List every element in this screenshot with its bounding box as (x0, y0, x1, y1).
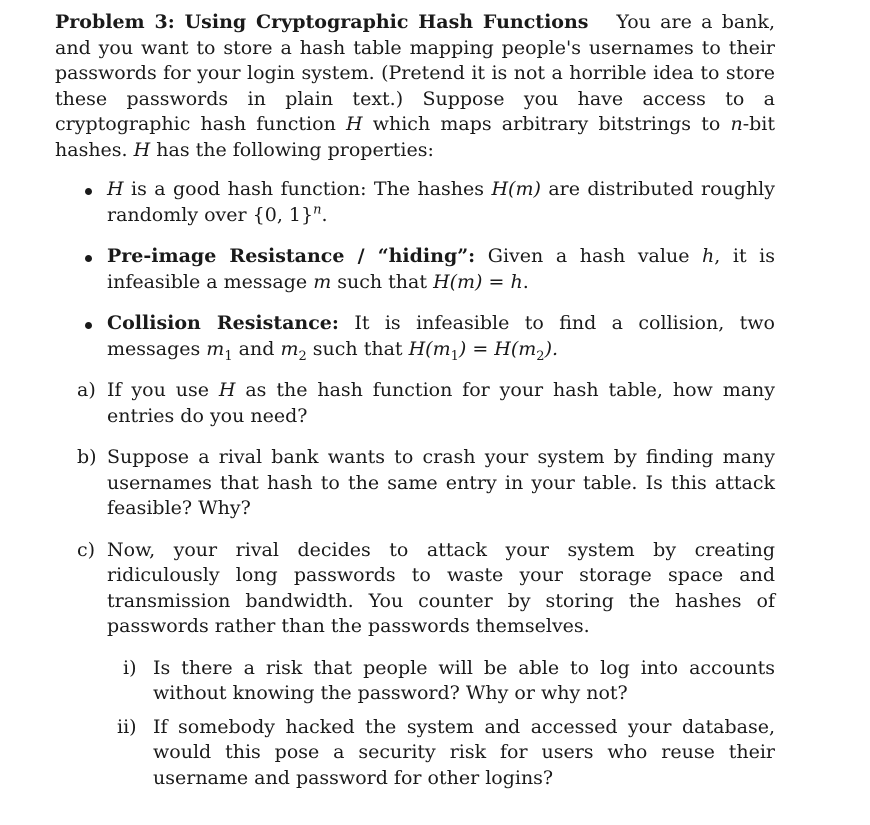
part-c-ii (107, 715, 775, 792)
property-2-text-d: , it is infeasible a message (107, 245, 775, 293)
intro-text-1: You are a bank, and you want to store a hash table mapping people's usernames to their passwords for your login system. (Pretend it is not a horrible idea to store these passwords in plain text.) Suppose you have access to a cryptographic hash function (55, 11, 775, 135)
property-1-var: H (107, 178, 124, 200)
intro-var-n: n (730, 113, 743, 135)
part-a (55, 378, 775, 429)
part-c-i-marker: i) (123, 656, 137, 679)
part-c-ii-text: If somebody hacked the system and accessed your database, would this pose a security risk for users who reuse their username and password for other logins? (153, 715, 775, 789)
property-1-period: . (321, 203, 328, 226)
property-3-eq-b-sub: 2 (536, 348, 545, 364)
part-a-text-2: as the hash function for your hash table, how many entries do you need? (107, 379, 776, 427)
bullet-icon (85, 255, 92, 262)
property-2-m: m (313, 270, 332, 293)
part-b-marker: b) (77, 446, 97, 468)
bullet-icon (85, 188, 92, 195)
part-c-i (107, 656, 775, 707)
intro-text-4: has the following properties: (156, 138, 434, 161)
part-b-text: Suppose a rival bank wants to crash your system by finding many usernames that hash to the same entry in your table. Is this attack feasible? Why? (107, 446, 775, 519)
property-collision (55, 311, 775, 362)
property-3-such-that: such that (312, 337, 403, 360)
property-3-eq-a-sub: 1 (450, 348, 459, 364)
part-a-var: H (218, 379, 236, 401)
part-a-text-1: If you use (107, 379, 209, 401)
property-2-label: Pre-image Resistance / “hiding”: (107, 245, 476, 267)
problem-intro (55, 10, 775, 163)
question-parts (55, 378, 775, 791)
property-3-eq-b: ) = H(m (458, 337, 537, 360)
property-2-h: h (702, 245, 715, 267)
property-3-and: and (238, 337, 275, 360)
intro-var-h2: H (133, 138, 151, 161)
part-a-marker: a) (77, 379, 96, 401)
property-list (55, 177, 775, 362)
intro-text-2: which maps arbitrary bitstrings to (372, 113, 721, 135)
property-preimage (55, 244, 775, 295)
property-2-text-f: such that (337, 270, 428, 293)
property-1-exp: n (313, 202, 322, 218)
property-3-m1: m (206, 337, 225, 360)
property-2-text-b: Given a hash value (487, 245, 690, 267)
property-2-eq: H(m) = h (433, 270, 523, 293)
intro-text-3: -bit hashes. (55, 113, 775, 161)
part-c-subparts (107, 656, 775, 792)
part-c (55, 538, 775, 792)
property-3-m2-sub: 2 (298, 348, 307, 364)
property-3-m1-sub: 1 (224, 348, 233, 364)
problem-page (55, 10, 775, 807)
property-good-hash (55, 177, 775, 228)
bullet-icon (85, 322, 92, 329)
part-c-ii-marker: ii) (117, 715, 137, 738)
property-3-eq-c: ). (544, 337, 559, 360)
property-3-m2: m (280, 337, 299, 360)
part-c-marker: c) (77, 538, 96, 561)
property-1-hm: H(m) (491, 178, 541, 200)
problem-title: Problem 3: Using Cryptographic Hash Functions (55, 11, 589, 33)
property-1-text-d: are distributed roughly randomly over (107, 178, 775, 226)
property-3-label: Collision Resistance: (107, 312, 339, 334)
part-b (55, 445, 775, 522)
part-c-text: Now, your rival decides to attack your system by creating ridiculously long passwords to waste your storage space and transmission bandwidth. You counter by storing the hashes of passwords rather than the passwords themselves. (107, 538, 775, 637)
property-1-text-b: is a good hash function: The hashes (131, 178, 485, 200)
intro-var-h: H (345, 113, 363, 135)
property-2-period: . (522, 270, 529, 293)
property-1-set: {0, 1} (252, 203, 314, 226)
part-c-i-text: Is there a risk that people will be able to log into accounts without knowing the password? Why or why not? (153, 656, 775, 704)
property-3-text-b: It is infeasible to find a collision, two messages (107, 312, 776, 360)
property-3-eq-a: H(m (408, 337, 451, 360)
